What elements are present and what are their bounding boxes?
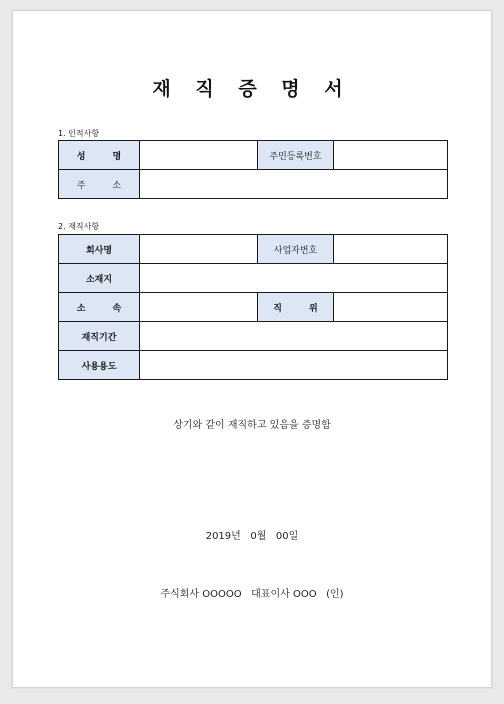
purpose-field[interactable] bbox=[140, 351, 448, 380]
dept-field[interactable] bbox=[140, 293, 258, 322]
certification-statement: 상기와 같이 재직하고 있음을 증명함 bbox=[173, 420, 331, 431]
address-label: 주 소 bbox=[59, 170, 140, 199]
biz-no-label: 사업자번호 bbox=[258, 235, 334, 264]
section-personal-heading: 1. 인적사항 bbox=[58, 129, 100, 138]
location-label: 소재지 bbox=[59, 264, 140, 293]
issue-date: 2019년 0월 00일 bbox=[205, 531, 299, 542]
position-label: 직 위 bbox=[258, 293, 334, 322]
section-employment-heading: 2. 재직사항 bbox=[58, 222, 100, 231]
rrn-label: 주민등록번호 bbox=[258, 141, 334, 170]
period-field[interactable] bbox=[140, 322, 448, 351]
name-label: 성 명 bbox=[59, 141, 140, 170]
employment-info-table bbox=[58, 234, 448, 380]
company-label: 회사명 bbox=[59, 235, 140, 264]
table-row bbox=[59, 293, 448, 322]
table-row bbox=[59, 170, 448, 199]
table-row bbox=[59, 264, 448, 293]
table-row bbox=[59, 235, 448, 264]
location-field[interactable] bbox=[140, 264, 448, 293]
company-signature: 주식회사 OOOOO 대표이사 OOO (인) bbox=[160, 589, 344, 600]
table-row bbox=[59, 141, 448, 170]
company-field[interactable] bbox=[140, 235, 258, 264]
position-field[interactable] bbox=[334, 293, 448, 322]
biz-no-field[interactable] bbox=[334, 235, 448, 264]
table-row bbox=[59, 322, 448, 351]
name-field[interactable] bbox=[140, 141, 258, 170]
personal-info-table bbox=[58, 140, 448, 199]
dept-label: 소 속 bbox=[59, 293, 140, 322]
period-label: 재직기간 bbox=[59, 322, 140, 351]
table-row bbox=[59, 351, 448, 380]
purpose-label: 사용용도 bbox=[59, 351, 140, 380]
rrn-field[interactable] bbox=[334, 141, 448, 170]
document-title: 재 직 증 명 서 bbox=[152, 78, 352, 100]
address-field[interactable] bbox=[140, 170, 448, 199]
